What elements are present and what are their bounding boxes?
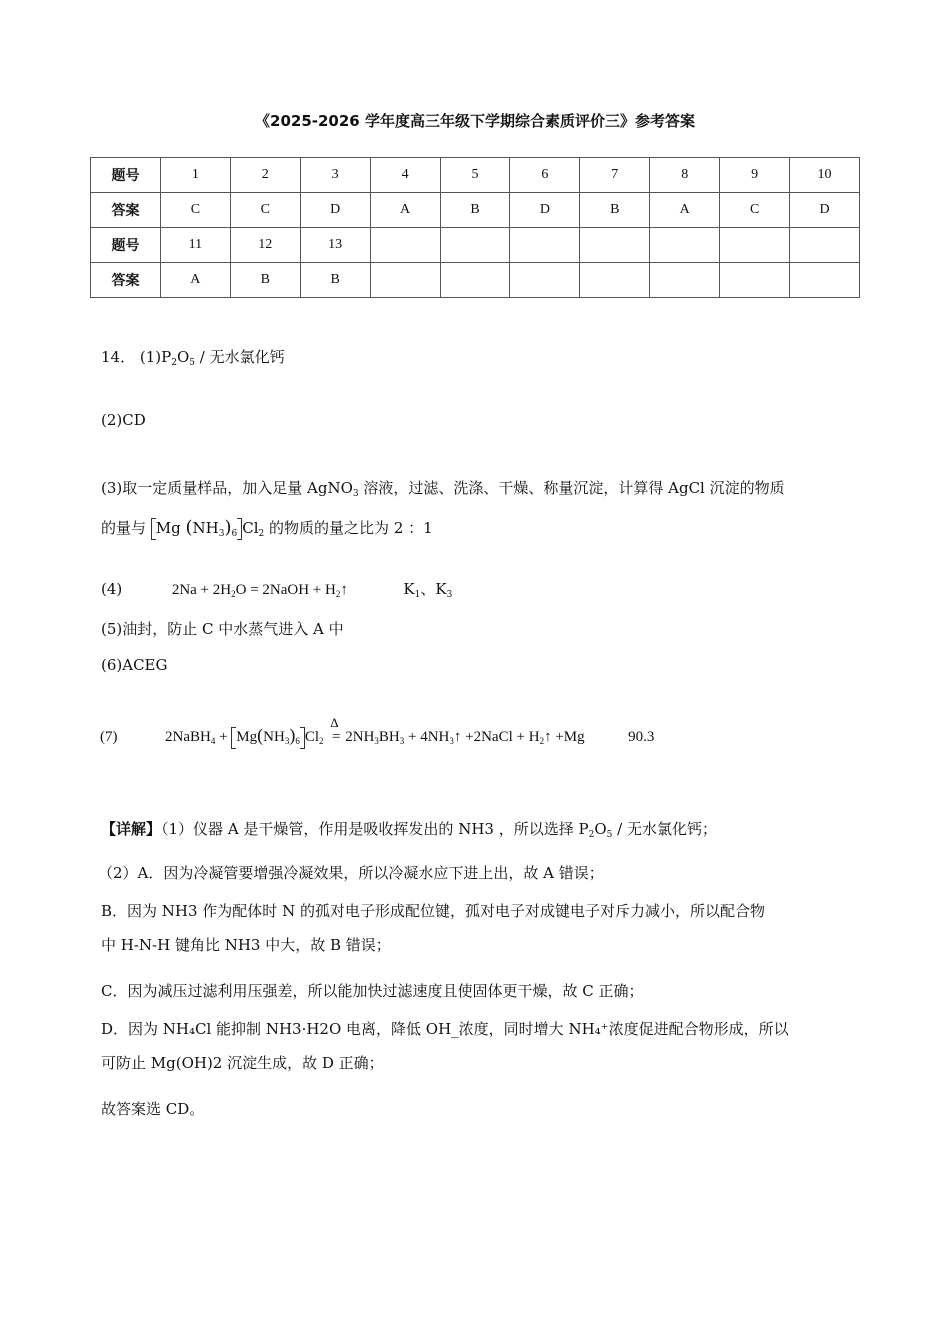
subscript: 2 [319,736,324,746]
detail-line-3: B．因为 NH3 作为配体时 N 的孤对电子形成配位键，孤对电子对成键电子对斥力减小，所以配合物 [101,902,765,920]
table-cell: C [720,193,790,228]
subscript: 2 [335,589,341,599]
subscript: 2 [258,529,265,539]
table-cell: C [160,193,230,228]
subscript: 1 [414,590,421,600]
p3-text: 的物质的量之比为 2 ：1 [264,519,433,537]
eq-text: O = 2NaOH + H [235,582,336,598]
complex-metal: Mg [236,729,258,745]
subscript: 5 [189,358,195,368]
paren-left: ( [257,725,264,745]
detail-line-5: C．因为减压过滤利用压强差，所以能加快过滤速度且使固体更干燥，故 C 正确； [101,982,644,1000]
detail-line-6: D．因为 NH₄Cl 能抑制 NH3·H2O 电离，降低 OH_浓度，同时增大 NH₄⁺浓度促进配合物形成，所以 [101,1020,789,1038]
subscript: 3 [218,529,225,539]
paren-right: ) [224,517,232,538]
table-cell [370,228,440,263]
table-row [91,228,860,263]
detail-text: （1）仪器 A 是干燥管，作用是吸收挥发出的 NH3 ，所以选择 P [161,820,589,838]
table-cell: C [230,193,300,228]
subscript: 2 [231,589,236,599]
valve-label: 、K [420,580,447,598]
table-cell: 9 [720,158,790,193]
part-label: (7) [100,729,118,745]
table-cell: 7 [580,158,650,193]
p1-text: / 无水氯化钙 [195,348,285,366]
subscript: 3 [399,736,405,746]
table-cell: A [650,193,720,228]
table-cell [440,228,510,263]
table-cell: 2 [230,158,300,193]
table-cell [370,263,440,298]
row-header: 题号 [91,228,161,263]
subscript: 3 [374,736,379,746]
ligand: NH [263,729,285,745]
subscript: 6 [231,529,238,539]
table-cell: D [510,193,580,228]
q14-part2: (2)CD [101,411,146,429]
table-cell: 8 [650,158,720,193]
eq-text: ↑ +2NaCl + H [453,729,540,745]
eq-text: 2NH [345,729,375,745]
table-cell [650,263,720,298]
valve-label: K [403,580,415,598]
detail-text: O [594,820,607,838]
table-cell [440,263,510,298]
q14-part1 [101,346,285,368]
p3-text: 的量与 [101,519,151,537]
table-cell: D [300,193,370,228]
subscript: 4 [210,736,216,746]
table-row [91,263,860,298]
table-cell [720,263,790,298]
chloride: Cl [304,729,319,745]
delta-symbol: Δ [330,715,339,730]
q14-part3-line2 [101,517,433,540]
table-cell [650,228,720,263]
paren-right: ) [289,725,296,745]
table-cell: B [440,193,510,228]
table-cell: B [580,193,650,228]
table-cell: 6 [510,158,580,193]
subscript: 2 [588,830,595,840]
subscript: 3 [449,736,454,746]
detail-line-4: 中 H-N-H 键角比 NH3 中大，故 B 错误； [101,936,391,954]
row-header: 题号 [91,158,161,193]
subscript: 3 [352,489,359,499]
table-cell: A [370,193,440,228]
row-header: 答案 [91,193,161,228]
table-cell: B [230,263,300,298]
p1-text: (1)P [139,348,172,366]
table-cell [510,228,580,263]
q14-part7 [100,715,655,749]
table-cell [790,228,860,263]
subscript: 2 [171,358,177,368]
detail-line-2: （2）A．因为冷凝管要增强冷凝效果，所以冷凝水应下进上出，故 A 错误； [98,864,604,882]
chloride: Cl [242,519,259,537]
table-cell: 12 [230,228,300,263]
table-cell: B [300,263,370,298]
page-title: 《2025-2026 学年度高三年级下学期综合素质评价三》参考答案 [255,112,695,130]
eq-text: BH [378,729,400,745]
table-cell: 5 [440,158,510,193]
table-cell [720,228,790,263]
table-cell [790,263,860,298]
table-cell: 13 [300,228,370,263]
equation [172,582,348,598]
q14-part5: (5)油封，防止 C 中水蒸气进入 A 中 [101,620,344,638]
subscript: 6 [295,736,300,746]
table-row [91,193,860,228]
part-label: (4) [101,580,123,598]
subscript: 5 [606,830,613,840]
row-header: 答案 [91,263,161,298]
q14-part3-line1 [101,477,785,499]
subscript: 3 [446,590,453,600]
table-cell [510,263,580,298]
detail-heading: 【详解】 [101,820,162,838]
question-number: 14． [101,348,136,366]
table-cell: 1 [160,158,230,193]
table-cell: 11 [160,228,230,263]
heat-equals-sign: Δ = [330,715,341,745]
eq-text: ↑ +Mg [544,729,585,745]
table-cell: 4 [370,158,440,193]
detail-line-8: 故答案选 CD。 [101,1100,205,1118]
paren-left: ( [185,517,193,538]
eq-text: + [215,729,232,745]
numeric-answer: 90.3 [628,729,655,745]
p3-text: 溶液，过滤、洗涤、干燥、称量沉淀，计算得 AgCl 沉淀的物质 [358,479,785,497]
eq-text: + 4NH [404,729,450,745]
subscript: 2 [539,736,545,746]
table-row [91,158,860,193]
detail-line-7: 可防止 Mg(OH)2 沉淀生成，故 D 正确； [101,1054,384,1072]
table-cell: 3 [300,158,370,193]
table-cell: A [160,263,230,298]
table-cell: 10 [790,158,860,193]
detail-text: / 无水氯化钙； [612,820,717,838]
eq-text: 2Na + 2H [171,582,232,598]
q14-part6: (6)ACEG [101,656,168,674]
table-cell [580,263,650,298]
answer-table [90,157,860,298]
p1-text: O [176,348,190,366]
ligand: NH [192,519,219,537]
gas-arrow: ↑ [340,582,348,598]
detail-line-1 [101,818,717,840]
eq-text: 2NaBH [165,729,211,745]
table-cell [580,228,650,263]
complex-metal: Mg [155,519,186,537]
p3-text: (3)取一定质量样品，加入足量 AgNO [101,479,353,497]
subscript: 3 [284,736,290,746]
q14-part4 [101,578,452,600]
table-cell: D [790,193,860,228]
